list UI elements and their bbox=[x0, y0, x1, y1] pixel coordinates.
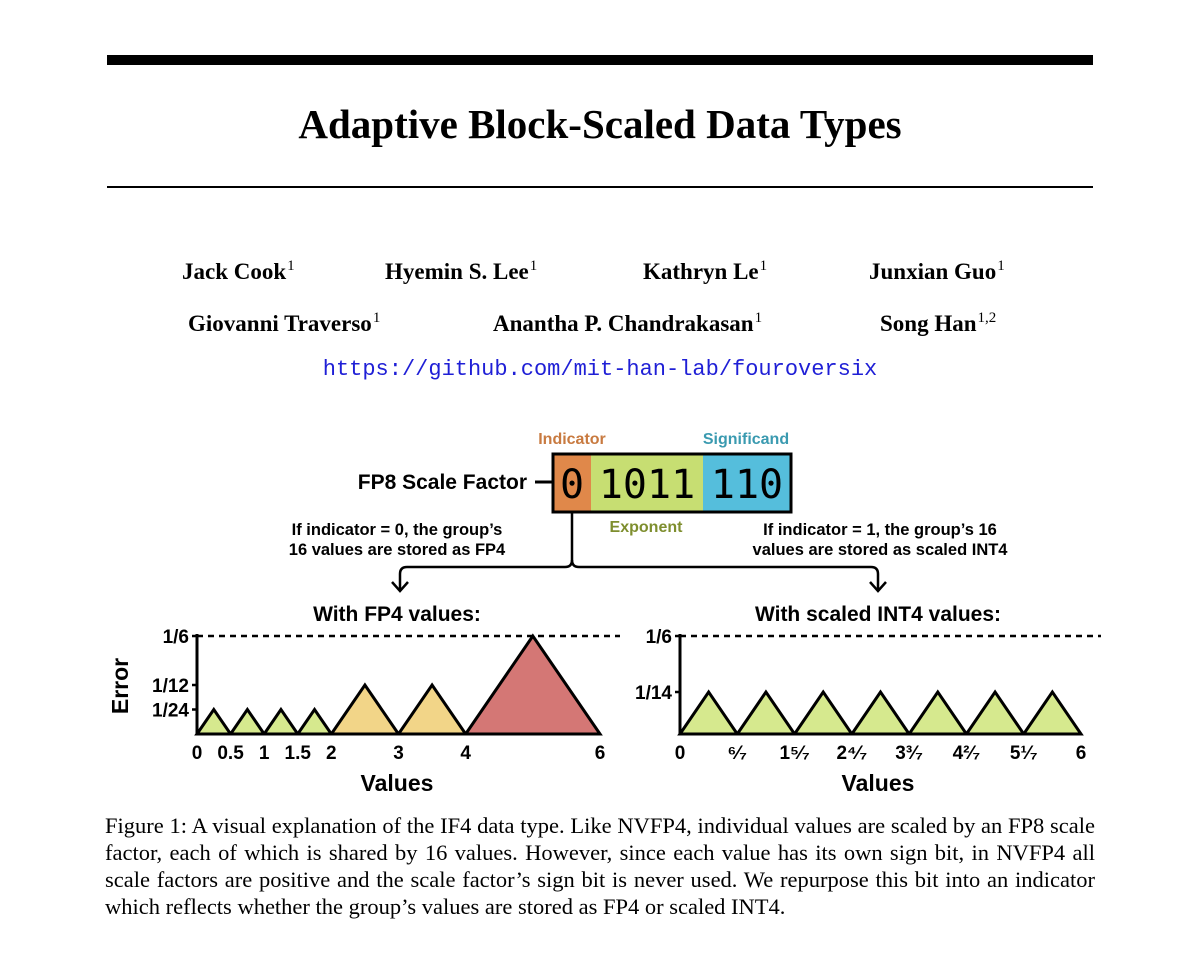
chart-int4 bbox=[635, 603, 1101, 796]
error-triangle bbox=[331, 685, 398, 734]
error-triangle bbox=[466, 636, 600, 734]
x-tick-label: 2⁴⁄₇ bbox=[836, 743, 868, 764]
branch-right bbox=[572, 560, 878, 590]
y-tick-label: 1/12 bbox=[152, 676, 189, 698]
error-triangle bbox=[852, 692, 909, 734]
x-tick-label: 6 bbox=[1075, 743, 1087, 764]
x-tick-label: ⁶⁄₇ bbox=[727, 743, 748, 764]
exponent-label: Exponent bbox=[609, 519, 683, 536]
author: Giovanni Traverso$^1$ bbox=[188, 310, 381, 336]
error-triangle bbox=[197, 710, 231, 734]
chart-fp4 bbox=[152, 603, 620, 796]
exponent-bits: 1011 bbox=[598, 462, 696, 508]
x-axis-label: Values bbox=[360, 770, 434, 796]
author: Anantha P. Chandrakasan$^1$ bbox=[493, 310, 763, 336]
x-axis-label: Values bbox=[841, 770, 915, 796]
x-tick-label: 2 bbox=[326, 743, 337, 764]
chart-title: With scaled INT4 values: bbox=[754, 603, 1002, 626]
figure-caption: Figure 1: A visual explanation of the IF4 data type. Like NVFP4, individual values are scaled by an FP8 scale factor, each of which is shared by 16 values. However, since each value has its own sign bit, in NVFP4 all scale factors are positive and the scale factor’s sign bit is never used. We repurpose this bit into an indicator which reflects whether the group’s values are stored as FP4 or scaled INT4. bbox=[105, 813, 1095, 919]
author: Hyemin S. Lee$^1$ bbox=[385, 258, 538, 284]
indicator-bits: 0 bbox=[559, 462, 585, 508]
error-triangle bbox=[680, 692, 737, 734]
error-triangle bbox=[264, 710, 298, 734]
author: Jack Cook$^1$ bbox=[182, 258, 295, 284]
note-int4-line2: values are stored as scaled INT4 bbox=[752, 541, 1008, 559]
error-triangle bbox=[231, 710, 265, 734]
x-tick-label: 3 bbox=[393, 743, 404, 764]
chart-title: With FP4 values: bbox=[313, 603, 481, 626]
error-triangle bbox=[909, 692, 966, 734]
author: Song Han$^{1,2}$ bbox=[880, 310, 997, 336]
x-tick-label: 1 bbox=[258, 743, 270, 764]
note-int4-line1: If indicator = 1, the group’s 16 bbox=[763, 521, 997, 539]
x-tick-label: 0 bbox=[191, 743, 203, 764]
x-tick-label: 1⁵⁄₇ bbox=[779, 743, 810, 764]
figure-1 bbox=[0, 400, 1200, 805]
y-tick-label: 1/14 bbox=[635, 683, 672, 705]
author: Junxian Guo$^1$ bbox=[869, 258, 1005, 284]
error-triangle bbox=[966, 692, 1023, 734]
top-rule bbox=[107, 55, 1093, 65]
x-tick-label: 4 bbox=[460, 743, 471, 764]
y-tick-label: 1/24 bbox=[152, 700, 189, 722]
title-rule bbox=[107, 186, 1093, 188]
error-triangle bbox=[737, 692, 794, 734]
paper-title: Adaptive Block-Scaled Data Types bbox=[298, 101, 902, 147]
error-triangle bbox=[399, 685, 466, 734]
y-tick-label: 1/6 bbox=[162, 627, 189, 649]
x-tick-label: 4²⁄₇ bbox=[952, 743, 981, 764]
x-tick-label: 0.5 bbox=[217, 743, 244, 764]
x-tick-label: 6 bbox=[594, 743, 606, 764]
y-tick-label: 1/6 bbox=[645, 627, 672, 649]
significand-bits: 110 bbox=[710, 462, 784, 508]
scale-factor-label: FP8 Scale Factor bbox=[357, 471, 527, 494]
note-fp4-line2: 16 values are stored as FP4 bbox=[288, 541, 506, 559]
x-tick-label: 0 bbox=[674, 743, 686, 764]
github-link[interactable]: https://github.com/mit-han-lab/fouroversix bbox=[322, 357, 878, 382]
error-triangle bbox=[795, 692, 852, 734]
significand-label: Significand bbox=[702, 431, 790, 448]
indicator-label: Indicator bbox=[538, 431, 606, 448]
author: Kathryn Le$^1$ bbox=[643, 258, 768, 284]
y-axis-label: Error bbox=[107, 657, 133, 715]
x-tick-label: 5¹⁄₇ bbox=[1009, 743, 1038, 764]
error-triangle bbox=[1024, 692, 1081, 734]
note-fp4-line1: If indicator = 0, the group’s bbox=[291, 521, 503, 539]
x-tick-label: 1.5 bbox=[284, 743, 311, 764]
error-triangle bbox=[298, 710, 332, 734]
x-tick-label: 3³⁄₇ bbox=[895, 743, 923, 764]
